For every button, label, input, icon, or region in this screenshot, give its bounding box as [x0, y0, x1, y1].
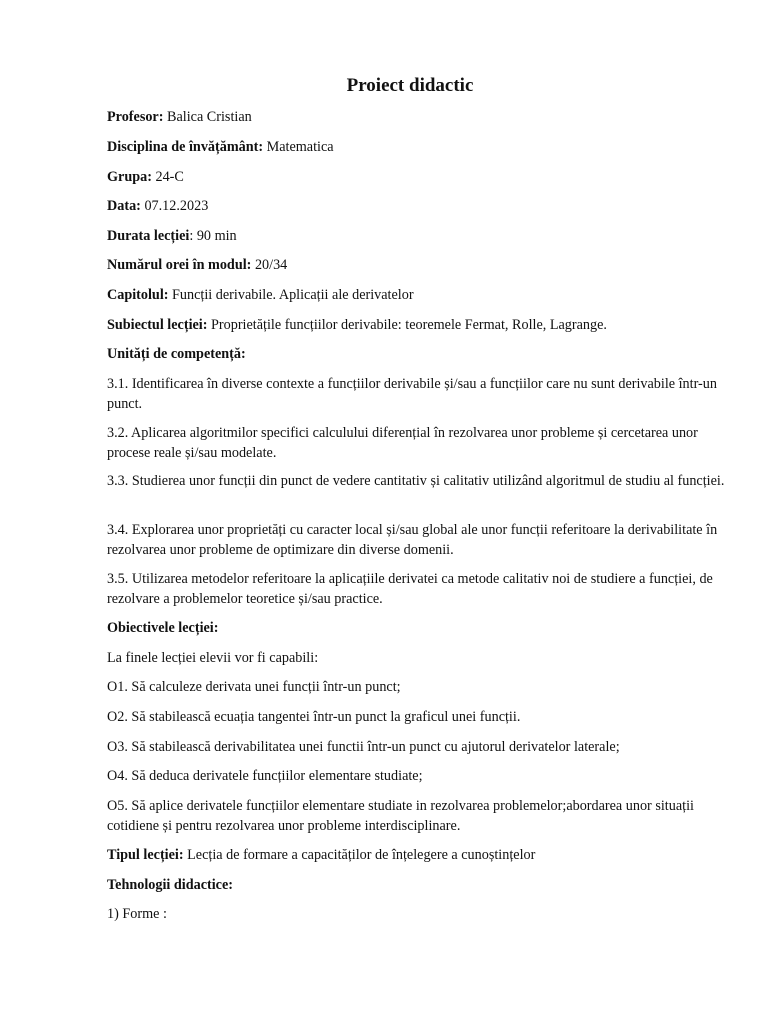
objective-item: O3. Să stabilească derivabilitatea unei functii într-un punct cu ajutorul derivatelor laterale; — [107, 739, 620, 755]
field-durata — [107, 227, 727, 247]
field-label: Profesor: — [107, 109, 164, 125]
field-label: Numărul orei în modul: — [107, 257, 252, 273]
forms-label: 1) Forme : — [107, 906, 167, 922]
field-profesor — [107, 108, 727, 128]
lesson-type — [107, 846, 727, 866]
field-value: Lecția de formare a capacităților de înțelegere a cunoștințelor — [183, 847, 536, 863]
field-value: 24-C — [151, 169, 184, 185]
objective-item: O1. Să calculeze derivata unei funcții într-un punct; — [107, 679, 401, 695]
field-disciplina — [107, 138, 727, 158]
competences-heading: Unități de competență: — [107, 346, 246, 362]
field-label: Grupa: — [107, 169, 152, 185]
tech-heading: Tehnologii didactice: — [107, 877, 233, 893]
field-label: Capitolul: — [107, 287, 169, 303]
objective-item: O4. Să deduca derivatele funcțiilor elementare studiate; — [107, 768, 423, 784]
field-value: Proprietățile funcțiilor derivabile: teoremele Fermat, Rolle, Lagrange. — [207, 317, 607, 333]
field-grupa — [107, 168, 727, 188]
field-label: Durata lecției — [107, 228, 190, 244]
field-value: Balica Cristian — [163, 109, 252, 125]
competence-item: 3.5. Utilizarea metodelor referitoare la aplicațiile derivatei ca metode calitativ noi de studiere a funcției, de rezolvare a problemelor teoretice și/sau practice. — [107, 571, 713, 607]
objective-item: O2. Să stabilească ecuația tangentei într-un punct la graficul unei funcții. — [107, 709, 521, 725]
competence-item: 3.1. Identificarea în diverse contexte a funcțiilor derivabile și/sau a funcțiilor care nu sunt derivabile într-un punct. — [107, 376, 717, 412]
field-label: Data: — [107, 198, 141, 214]
field-value: 20/34 — [251, 257, 288, 273]
field-value: 07.12.2023 — [140, 198, 209, 214]
field-value: Matematica — [263, 139, 334, 155]
objective-item: O5. Să aplice derivatele funcțiilor elementare studiate in rezolvarea problemelor;abordarea unor situații cotidiene și pentru rezolvarea unor probleme interdisciplinare. — [107, 798, 694, 834]
competence-item: 3.3. Studierea unor funcții din punct de vedere cantitativ și calitativ utilizând algoritmul de studiu al funcției. — [107, 473, 725, 489]
field-data — [107, 197, 727, 217]
field-label: Disciplina de învățământ: — [107, 139, 264, 155]
objectives-intro: La finele lecției elevii vor fi capabili: — [107, 650, 319, 666]
competence-item: 3.4. Explorarea unor proprietăți cu caracter local și/sau global ale unor funcții referitoare la derivabilitate în rezolvarea unor probleme de optimizare din diverse domenii. — [107, 522, 718, 558]
field-label: Tipul lecției: — [107, 847, 184, 863]
field-numarul-orei — [107, 256, 727, 276]
field-subiectul — [107, 316, 727, 336]
objectives-heading: Obiectivele lecției: — [107, 620, 219, 636]
page-title: Proiect didactic — [346, 75, 474, 96]
competence-item: 3.2. Aplicarea algoritmilor specifici calculului diferențial în rezolvarea unor probleme și cercetarea unor procese reale și/sau modelate. — [107, 425, 698, 461]
field-value: : 90 min — [189, 228, 237, 244]
field-label: Subiectul lecției: — [107, 317, 208, 333]
field-capitolul — [107, 286, 727, 306]
field-value: Funcții derivabile. Aplicații ale derivatelor — [168, 287, 414, 303]
